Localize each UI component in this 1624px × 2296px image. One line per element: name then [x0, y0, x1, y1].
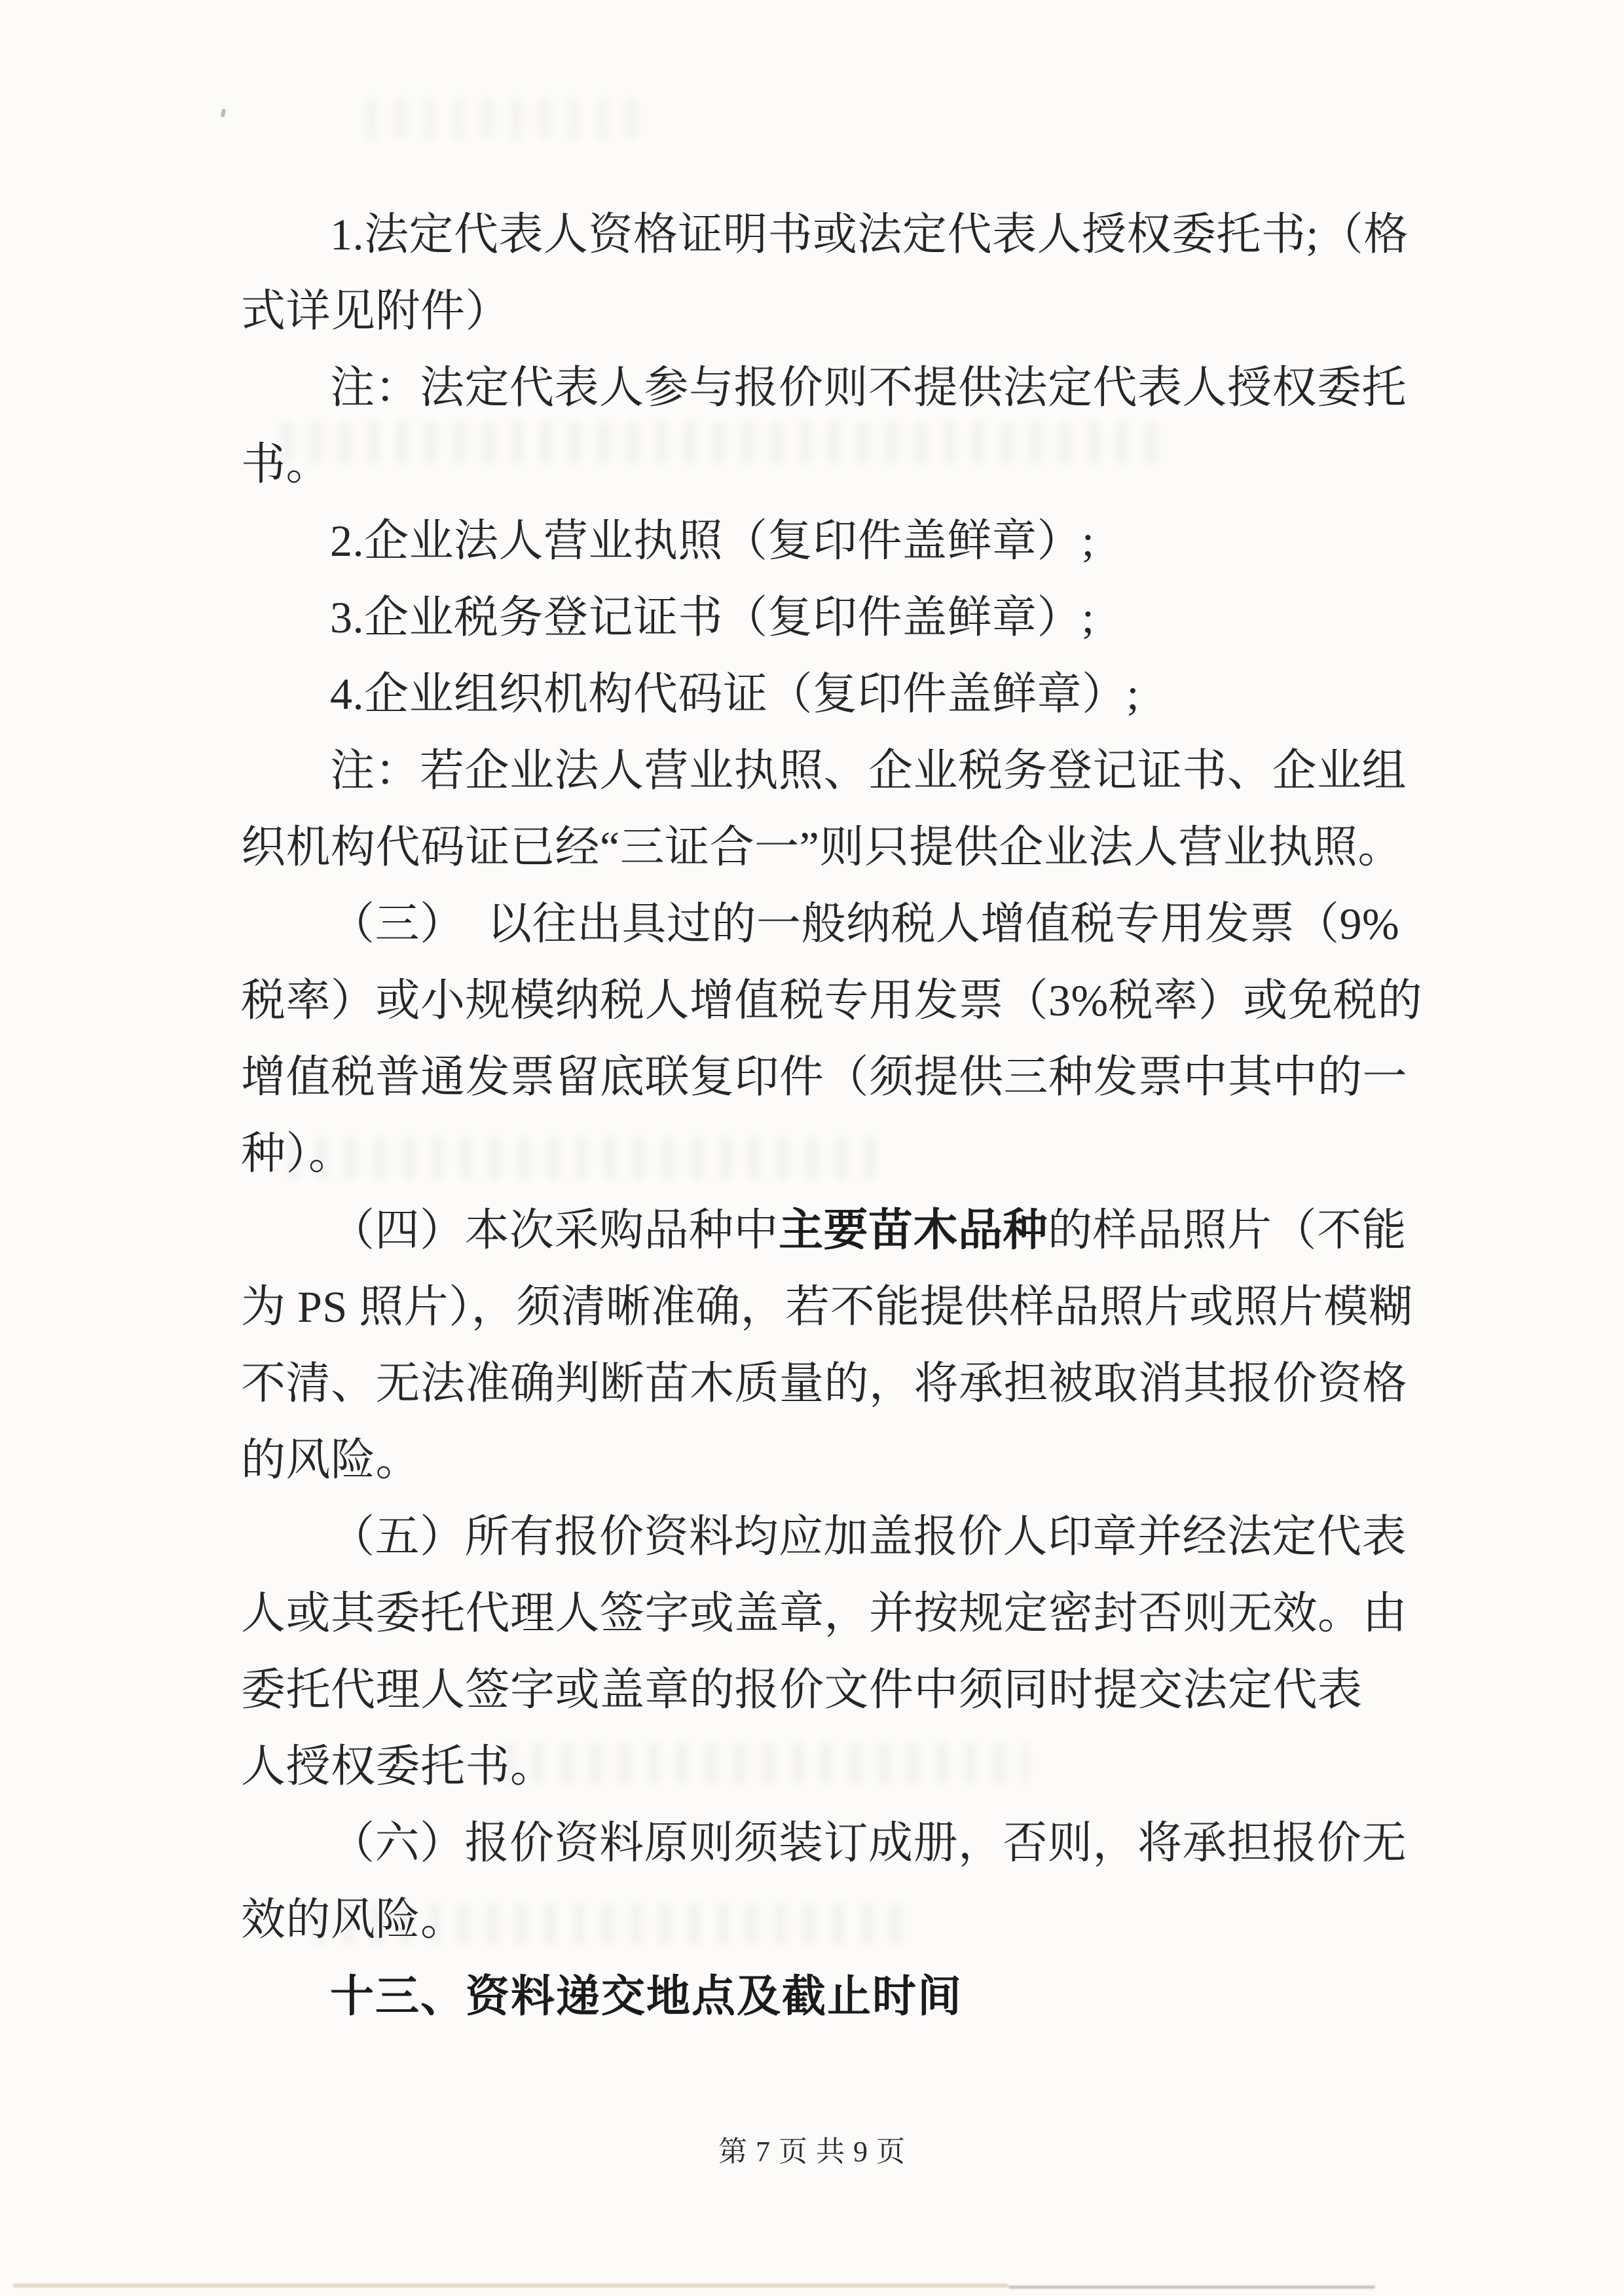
bleed-through-artifact: [367, 98, 648, 139]
doc-line: 2.企业法人营业执照（复印件盖鲜章）;: [330, 516, 1095, 566]
doc-line-segment: 的样品照片（不能: [1048, 1205, 1407, 1255]
scan-edge-artifact: [13, 2284, 1008, 2287]
doc-line: 税率）或小规模纳税人增值税专用发票（3%税率）或免税的: [241, 975, 1423, 1025]
doc-line: 织机构代码证已经“三证合一”则只提供企业法人营业执照。: [241, 822, 1403, 872]
section-heading: 十三、资料递交地点及截止时间: [330, 1972, 963, 2021]
doc-line: 增值税普通发票留底联复印件（须提供三种发票中其中的一: [241, 1052, 1408, 1102]
doc-line: 书。: [241, 439, 331, 489]
doc-line: 不清、无法准确判断苗木质量的，将承担被取消其报价资格: [241, 1358, 1408, 1408]
page-number: 第 7 页 共 9 页: [718, 2136, 906, 2168]
doc-line-segment: （四）本次采购品种中: [330, 1205, 779, 1255]
doc-line: 注：法定代表人参与报价则不提供法定代表人授权委托: [330, 363, 1407, 412]
doc-line: 效的风险。: [241, 1895, 466, 1944]
page-footer: [0, 2129, 1624, 2175]
doc-line: 为 PS 照片），须清晰准确，若不能提供样品照片或照片模糊: [241, 1282, 1414, 1332]
speck-artifact: [221, 109, 227, 118]
doc-line: 4.企业组织机构代码证（复印件盖鲜章）;: [330, 669, 1139, 719]
doc-line: 1.法定代表人资格证明书或法定代表人授权委托书;（格: [330, 210, 1409, 259]
document-body: [241, 196, 1423, 2035]
doc-line: （六）报价资料原则须装订成册，否则，将承担报价无: [330, 1818, 1407, 1868]
doc-line: [241, 1192, 1407, 1269]
doc-line: 委托代理人签字或盖章的报价文件中须同时提交法定代表: [241, 1665, 1363, 1715]
doc-line: 人或其委托代理人签字或盖章，并按规定密封否则无效。由: [241, 1588, 1408, 1638]
doc-line: 的风险。: [241, 1435, 421, 1485]
scan-edge-artifact: [1008, 2286, 1375, 2289]
doc-line: 3.企业税务登记证书（复印件盖鲜章）;: [330, 592, 1095, 642]
doc-line: 注：若企业法人营业执照、企业税务登记证书、企业组: [330, 746, 1407, 795]
doc-line: 式详见附件）: [241, 286, 511, 336]
doc-line-segment-bold: 主要苗木品种: [779, 1205, 1048, 1255]
doc-line: 种）。: [241, 1129, 354, 1178]
doc-line: 人授权委托书。: [241, 1741, 555, 1791]
doc-line: （五）所有报价资料均应加盖报价人印章并经法定代表: [330, 1512, 1407, 1561]
doc-line: （三） 以往出具过的一般纳税人增值税专用发票（9%: [330, 899, 1400, 949]
